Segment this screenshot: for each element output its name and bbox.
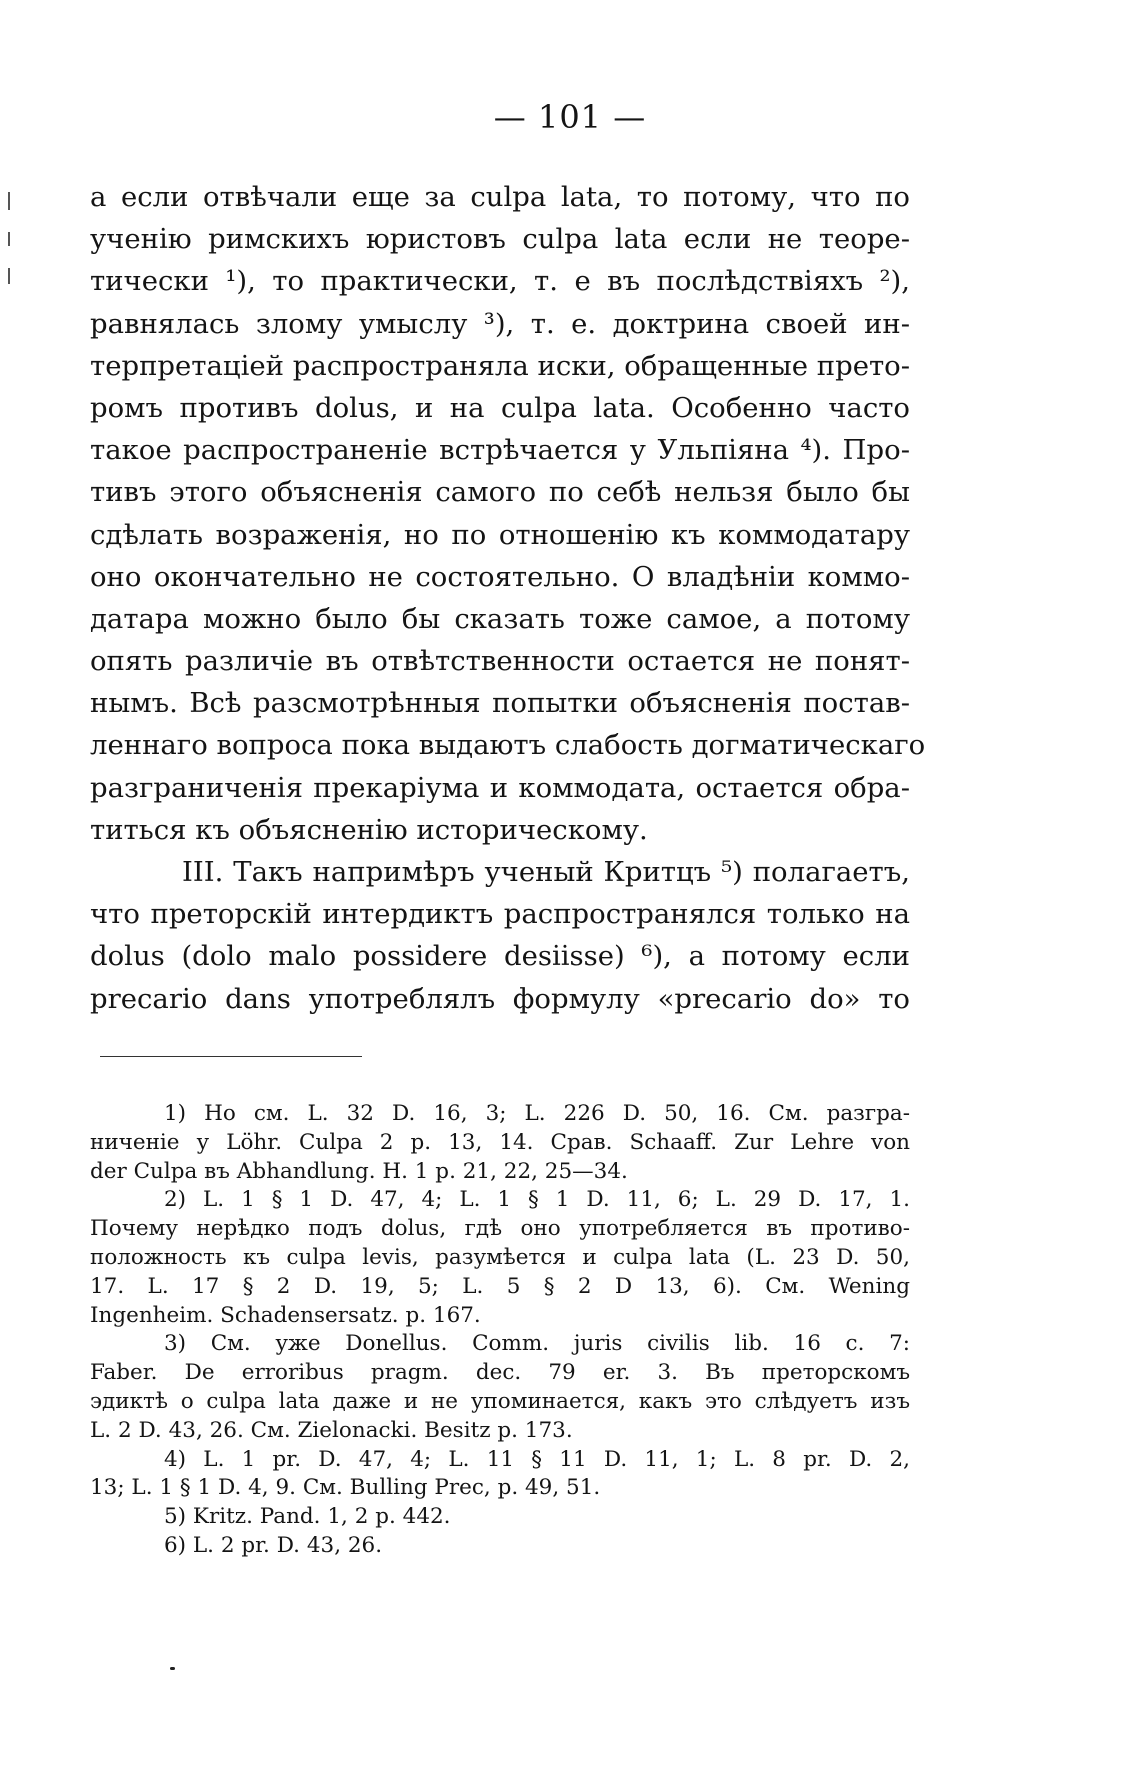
text-line: ромъ противъ dolus, и на culpa lata. Особенно часто [90,391,910,424]
footnotes [90,1100,910,1561]
footnote-line: 4) L. 1 pr. D. 47, 4; L. 11 § 11 D. 11, 1; L. 8 pr. D. 2, [164,1446,910,1472]
text-line: сдѣлать возраженія, но по отношенію къ коммодатару [90,518,910,551]
main-text [90,176,926,1020]
footnote-line: Faber. De erroribus pragm. dec. 79 er. 3. Въ преторскомъ [90,1360,910,1386]
ink-speck [170,1667,175,1670]
text-line: нымъ. Всѣ разсмотрѣнныя попытки объясненія постав- [90,687,910,720]
footnote-line: 17. L. 17 § 2 D. 19, 5; L. 5 § 2 D 13, 6). См. Wening [90,1273,910,1299]
margin-mark [8,232,10,246]
text-line: ученію римскихъ юристовъ culpa lata если не теоре- [90,223,910,256]
footnote-line: ниченіе у Löhr. Culpa 2 p. 13, 14. Срав. Schaaff. Zur Lehre von [90,1129,910,1155]
footnote-line: der Culpa въ Abhandlung. H. 1 p. 21, 22, 25—34. [90,1158,628,1184]
text-line: оно окончательно не состоятельно. О владѣніи коммо- [90,560,910,593]
margin-mark [8,192,10,210]
footnote-line: L. 2 D. 43, 26. См. Zielonacki. Besitz p. 173. [90,1417,573,1443]
page-number: — 101 — [493,98,647,136]
text-line: III. Такъ напримѣръ ученый Критцъ ⁵) полагаетъ, [182,856,910,888]
text-line: опять различіе въ отвѣтственности остается не понят- [90,645,910,678]
footnote-line: 2) L. 1 § 1 D. 47, 4; L. 1 § 1 D. 11, 6; L. 29 D. 17, 1. [164,1187,910,1213]
footnote-line: 1) Но см. L. 32 D. 16, 3; L. 226 D. 50, 16. См. разгра- [164,1101,910,1126]
text-line: терпретаціей распространяла иски, обращенные прето- [90,349,911,382]
text-line: dolus (dolo malo possidere desiisse) ⁶), а потому если [90,940,910,973]
footnote-line: Ingenheim. Schadensersatz. p. 167. [90,1302,481,1328]
footnote-line: эдиктѣ о culpa lata даже и не упоминается, какъ это слѣдуетъ изъ [90,1388,910,1414]
text-line: разграниченія прекаріума и коммодата, остается обра- [90,771,910,804]
footnote-line: положность къ culpa levis, разумѣется и culpa lata (L. 23 D. 50, [90,1244,910,1270]
footnote-line: Почему нерѣдко подъ dolus, гдѣ оно употребляется въ противо- [90,1216,910,1242]
text-line: равнялась злому умыслу ³), т. е. доктрина своей ин- [90,307,910,340]
footnote-line: 5) Kritz. Pand. 1, 2 p. 442. [164,1504,451,1530]
text-line: титься къ объясненію историческому. [90,813,648,846]
text-line: такое распространеніе встрѣчается у Ульпіяна ⁴). Про- [90,434,910,467]
text-line: тически ¹), то практически, т. е въ послѣдствіяхъ ²), [90,265,910,298]
footnote-line: 13; L. 1 § 1 D. 4, 9. См. Bulling Prec, p. 49, 51. [90,1475,601,1501]
text-line: а если отвѣчали еще за culpa lata, то потому, что по [90,181,910,213]
text-line: тивъ этого объясненія самого по себѣ нельзя было бы [90,476,910,509]
margin-mark [8,268,10,284]
footnote-divider [100,1056,362,1057]
text-line: датара можно было бы сказать тоже самое, а потому [90,602,910,635]
text-line: что преторскій интердиктъ распространялся только на [90,898,910,931]
footnote-line: 6) L. 2 pr. D. 43, 26. [164,1532,383,1558]
text-line: precario dans употреблялъ формулу «precario do» то [90,982,910,1015]
footnote-line: 3) См. уже Donellus. Comm. juris civilis lib. 16 c. 7: [164,1331,910,1357]
text-line: леннаго вопроса пока выдаютъ слабость догматическаго [90,729,926,762]
